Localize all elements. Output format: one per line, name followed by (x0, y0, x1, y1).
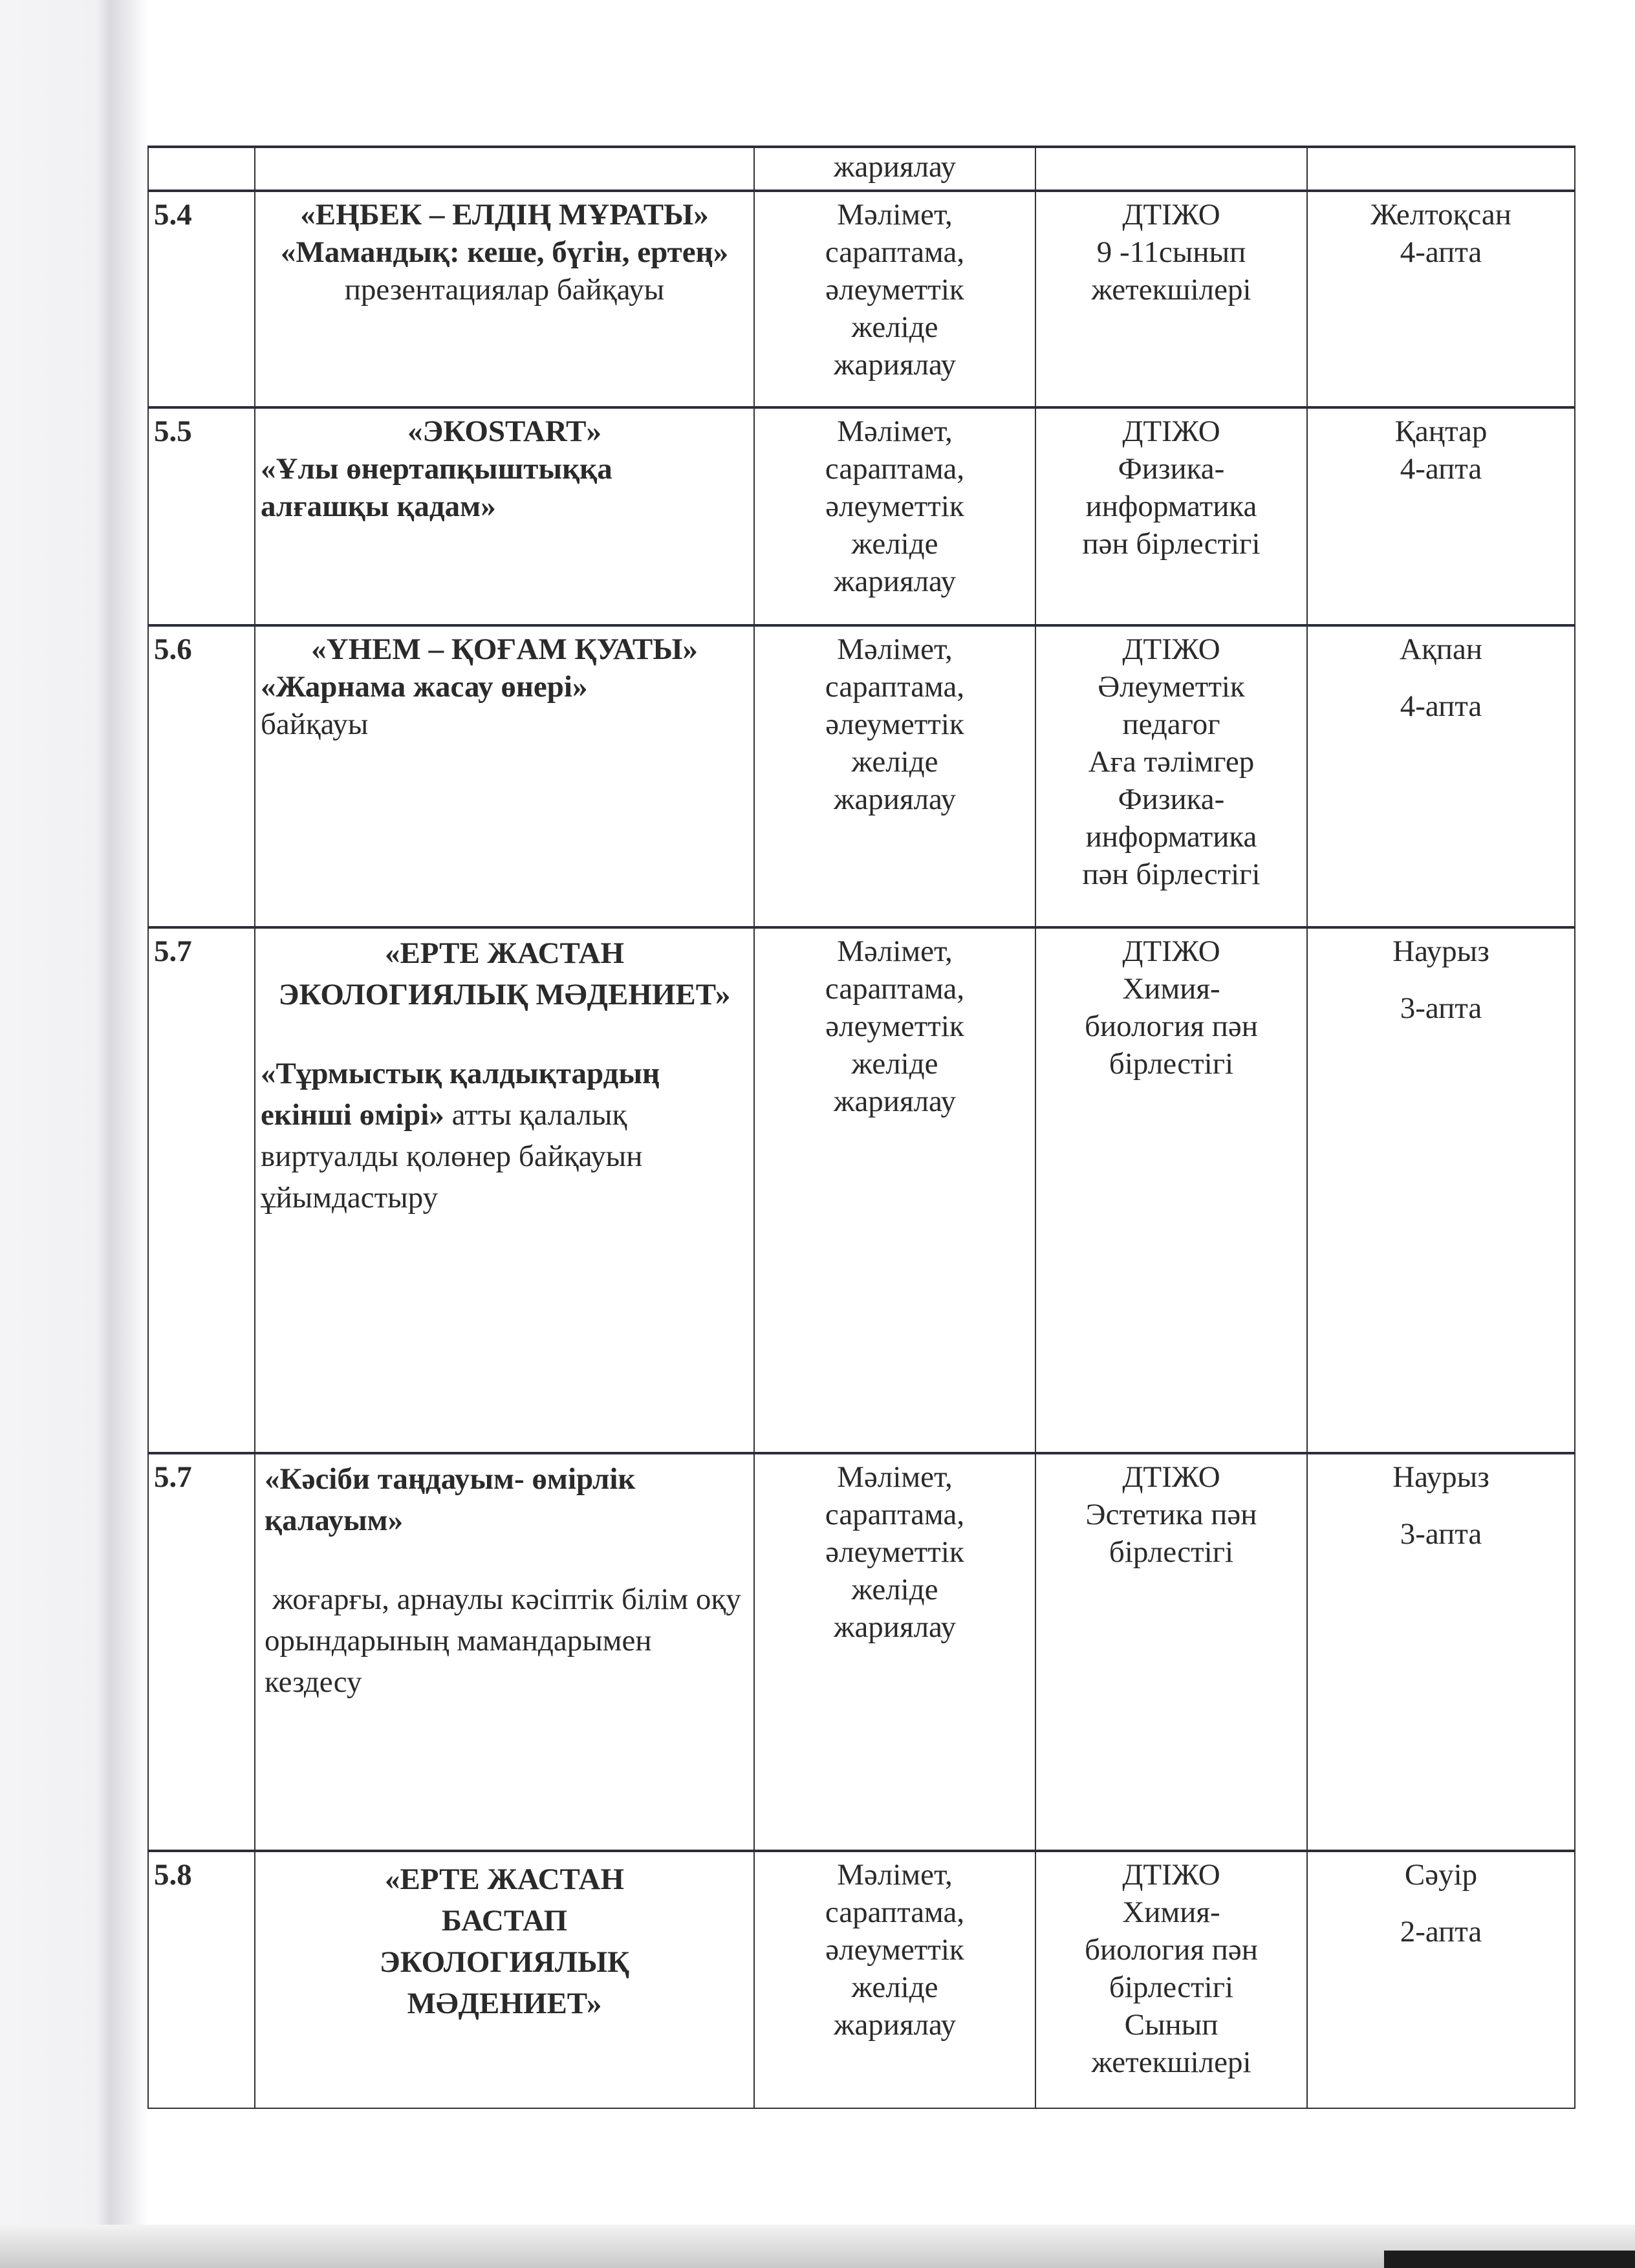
form-line: сараптама, (825, 670, 965, 704)
form-line: желіде (851, 1971, 938, 2004)
responsible-line: Химия- (1122, 1895, 1220, 1929)
row-number (148, 147, 255, 191)
responsible-line: бірлестігі (1109, 1047, 1234, 1081)
row-number: 5.7 (148, 1453, 255, 1851)
form-cell (754, 1453, 1035, 1851)
responsible-line: Эстетика пән (1085, 1498, 1257, 1531)
form-line: жариялау (833, 1085, 957, 1118)
responsible-line: информатика (1085, 490, 1257, 523)
event-subtitle: «Ұлы өнертапқыштыққа алғашқы қадам» (261, 452, 612, 523)
event-cell (255, 927, 754, 1453)
event-title: «ЕҢБЕК – ЕЛДІҢ МҰРАТЫ» «Мамандық: кеше, бүгін, ертең» (280, 198, 729, 269)
form-line: желіде (851, 310, 938, 344)
form-line: Мәлімет, (837, 1858, 953, 1892)
responsible-line: ДТІЖО (1122, 415, 1220, 448)
responsible-line: биология пән (1085, 1933, 1258, 1967)
form-cell (754, 191, 1035, 407)
responsible-line: ДТІЖО (1122, 632, 1220, 666)
responsible-line: ДТІЖО (1122, 1858, 1220, 1892)
responsible-line: Физика- (1118, 783, 1225, 816)
event-subtitle: «Тұрмыстық қалдықтардың екінші өмірі» (261, 1057, 660, 1132)
deadline-week: 4-апта (1400, 452, 1482, 486)
responsible-line: 9 -11сынып (1096, 235, 1246, 269)
responsible-cell (1035, 1453, 1307, 1851)
responsible-line: Аға тәлімгер (1088, 745, 1255, 779)
table-row (148, 927, 1575, 1453)
responsible-line: педагог (1122, 707, 1220, 741)
deadline-cell (1307, 1453, 1575, 1851)
responsible-line: Сынып (1124, 2008, 1218, 2042)
responsible-line: информатика (1085, 820, 1257, 854)
deadline-month: Қаңтар (1394, 415, 1488, 448)
event-cell (255, 407, 754, 625)
event-title: «Кәсіби таңдауым- өмірлік қалауым» (265, 1462, 636, 1537)
form-line: сараптама, (825, 235, 965, 269)
form-cell (754, 407, 1035, 625)
event-description: жоғарғы, арнаулы кәсіптік білім оқу орындарының мамандарымен кездесу (265, 1582, 741, 1699)
form-cell: жариялау (754, 147, 1035, 191)
event-cell (255, 1453, 754, 1851)
deadline-month: Желтоқсан (1370, 198, 1511, 232)
table-row (148, 1453, 1575, 1851)
form-line: әлеуметтік (825, 273, 964, 307)
deadline-cell (1307, 407, 1575, 625)
event-description: атты қалалық виртуалды қолөнер байқауын ұйымдастыру (261, 1098, 643, 1215)
form-line: жариялау (833, 565, 957, 598)
deadline-week: 3-апта (1400, 1517, 1482, 1551)
responsible-line: биология пән (1085, 1010, 1258, 1043)
form-line: Мәлімет, (837, 415, 953, 448)
deadline-month: Ақпан (1400, 632, 1482, 666)
responsible-line: ДТІЖО (1122, 198, 1220, 232)
deadline-month: Сәуір (1404, 1858, 1478, 1892)
event-cell (255, 1851, 754, 2108)
scan-corner-shadow (1384, 2251, 1635, 2268)
form-line: желіде (851, 527, 938, 561)
responsible-line: Әлеуметтік (1098, 670, 1245, 704)
form-line: желіде (851, 1047, 938, 1081)
form-line: жариялау (833, 348, 957, 382)
responsible-line: Физика- (1118, 452, 1225, 486)
responsible-line: жетекшілері (1091, 2046, 1251, 2079)
event-subtitle: «Жарнама жасау өнері» (261, 670, 588, 704)
responsible-cell (1035, 1851, 1307, 2108)
deadline-cell (1307, 191, 1575, 407)
event-plan-table (147, 146, 1575, 2109)
event-title: «ҮНЕМ – ҚОҒАМ ҚУАТЫ» (311, 632, 698, 666)
form-line: әлеуметтік (825, 1535, 964, 1569)
form-line: желіде (851, 745, 938, 779)
table-row (148, 407, 1575, 625)
form-line: Мәлімет, (837, 198, 953, 232)
deadline-week: 2-апта (1400, 1915, 1482, 1949)
table-row (148, 625, 1575, 927)
form-cell (754, 625, 1035, 927)
form-line: Мәлімет, (837, 1460, 953, 1494)
deadline-cell (1307, 927, 1575, 1453)
form-line: Мәлімет, (837, 632, 953, 666)
event-cell (255, 625, 754, 927)
form-line: желіде (851, 1573, 938, 1606)
event-cell (255, 147, 754, 191)
form-line: жариялау (833, 1610, 957, 1644)
deadline-cell (1307, 625, 1575, 927)
responsible-line: бірлестігі (1109, 1535, 1234, 1569)
form-line: сараптама, (825, 1895, 965, 1929)
responsible-line: ДТІЖО (1122, 934, 1220, 968)
event-description: презентациялар байқауы (344, 273, 665, 307)
form-line: әлеуметтік (825, 707, 964, 741)
row-number: 5.7 (148, 927, 255, 1453)
row-number: 5.4 (148, 191, 255, 407)
table-row (148, 1851, 1575, 2108)
responsible-line: ДТІЖО (1122, 1460, 1220, 1494)
event-title: «ЕРТЕ ЖАСТАН БАСТАП ЭКОЛОГИЯЛЫҚ МӘДЕНИЕТ» (379, 1863, 630, 2020)
form-line: сараптама, (825, 972, 965, 1006)
scan-binding-shadow (0, 0, 149, 2268)
form-cell (754, 927, 1035, 1453)
form-line: жариялау (833, 783, 957, 816)
deadline-week: 3-апта (1400, 991, 1482, 1025)
event-cell (255, 191, 754, 407)
responsible-line: бірлестігі (1109, 1971, 1234, 2004)
deadline-cell (1307, 1851, 1575, 2108)
form-line: сараптама, (825, 1498, 965, 1531)
deadline-week: 4-апта (1400, 235, 1482, 269)
form-line: Мәлімет, (837, 934, 953, 968)
responsible-cell (1035, 407, 1307, 625)
form-line: әлеуметтік (825, 490, 964, 523)
deadline-month: Наурыз (1392, 1460, 1489, 1494)
event-title: «ЕРТЕ ЖАСТАН ЭКОЛОГИЯЛЫҚ МӘДЕНИЕТ» (278, 936, 731, 1011)
deadline-cell (1307, 147, 1575, 191)
form-line: әлеуметтік (825, 1933, 964, 1967)
responsible-line: пән бірлестігі (1082, 858, 1261, 891)
event-title: «ЭКОSTART» (407, 415, 601, 448)
table-row (148, 147, 1575, 191)
responsible-line: Химия- (1122, 972, 1220, 1006)
event-description: байқауы (261, 707, 369, 741)
form-line: сараптама, (825, 452, 965, 486)
responsible-cell (1035, 927, 1307, 1453)
responsible-cell (1035, 625, 1307, 927)
row-number: 5.8 (148, 1851, 255, 2108)
responsible-line: жетекшілері (1091, 273, 1251, 307)
row-number: 5.6 (148, 625, 255, 927)
deadline-month: Наурыз (1392, 934, 1489, 968)
form-line: жариялау (833, 2008, 957, 2042)
form-cell (754, 1851, 1035, 2108)
form-line: әлеуметтік (825, 1010, 964, 1043)
responsible-cell (1035, 147, 1307, 191)
deadline-week: 4-апта (1400, 689, 1482, 723)
table-row (148, 191, 1575, 407)
responsible-cell (1035, 191, 1307, 407)
responsible-line: пән бірлестігі (1082, 527, 1261, 561)
row-number: 5.5 (148, 407, 255, 625)
